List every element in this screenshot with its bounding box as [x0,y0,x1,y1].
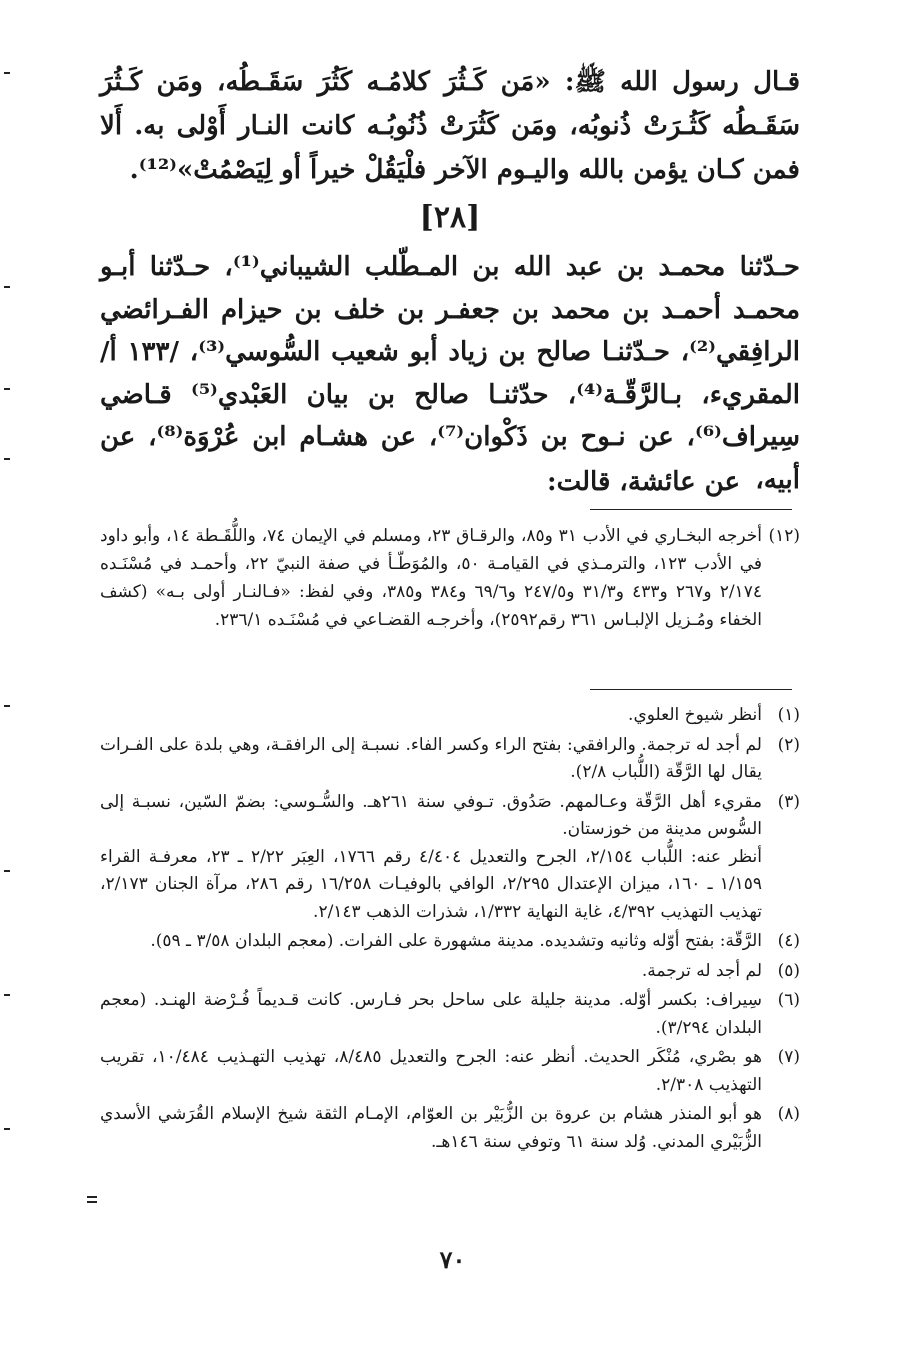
footnote-text [100,928,762,956]
footnote-text [100,1101,762,1156]
hadith-number: [٢٨] [419,200,481,235]
footnote-number: (١) [777,705,800,725]
footnote-item-4 [100,928,800,956]
narrator-line: عن عائشة، قالت: [546,467,740,497]
footnote-item-8 [100,1101,800,1156]
footnote-item-5 [100,958,800,986]
footnote-paragraph: الرَّقّة: بفتح أوّله وثانيه وتشديده. مدينة مشهورة على الفرات. (معجم البلدان ٣/٥٨ ـ ٥٩). [150,931,762,951]
footnote-paragraph: هو بصْري، مُنْكَر الحديث. أنظر عنه: الجرح والتعديل ٨/٤٨٥، تهذيب التهـذيب ١٠/٤٨٤، تقريب التهذيب ٢/٣٠٨. [100,1047,763,1095]
footnote-number: (٣) [777,791,800,812]
footnote-paragraph: سِيراف: بكسر أوّله. مدينة جليلة على ساحل بحر فـارس. كانت قـديماً فُـرْضة الهنـد. (معجم البلدان ٣/٢٩٤). [100,990,762,1038]
footnote-item-6 [100,987,800,1042]
scan-mark [4,388,10,390]
footnote-item-3 [100,789,800,927]
scan-mark [4,458,10,460]
footnote-divider-bottom [590,689,792,690]
footnote-paragraph: أنظر شيوخ العلوي. [628,705,762,725]
scan-mark [4,870,10,872]
footnote-text [100,789,762,927]
footnote-paragraph: أنظر عنه: اللُّباب ٢/١٥٤، الجرح والتعديل ٤/٤٠٤ رقم ١٧٦٦، العِبَر ٢/٢٢ ـ ٢٣، معرفـة القراء ١/١٥٩ ـ ١٦٠، ميزان الإعتدال ٢/٢٩٥، الوافي بالوفيـات ١٦/٢٥٨ رقم ٢٨٦، مرآة الجنان ٢/١٧٣، تهذيب التهذيب ٤/٣٩٢، غاية النهاية ١/٣٣٢، شذرات الذهب ٢/١٤٣. [100,846,763,922]
footnote-number: (١٢) [768,526,800,546]
footnote-item [100,522,800,634]
footnote-paragraph: أخرجه البخـاري في الأدب ٣١ و٨٥، والرقـاق ٢٣، ومسلم في الإيمان ٧٤، واللُّقَـطة ١٤، وأبو داود في الأدب ١٢٣، والترمـذي في القيامـة ٥٠، والمُوَطّـأ في صفة النبيّ ٢٢، وأحمـد في مُسْنَـده ٢/١٧٤ و٢٦٧ و٤٣٣ و٣١/٣ و٢٤٧/٥ و٦٩/٦ و٣٨٤ و٣٨٥، وفي لفظ: «فـالنـار أولى بـه» (كشف الخفاء ومُـزيل الإلبـاس ٣٦١ رقم٢٥٩٢)، وأخرجـه القضـاعي في مُسْنَـده ٢٣٦/١. [100,526,762,630]
page-number: ٧٠ [439,1245,466,1274]
footnote-text [100,1044,762,1099]
scan-mark [4,286,10,288]
footnote-number: (٤) [777,931,800,951]
footnote-text [100,958,762,986]
scan-mark [4,994,10,996]
scan-mark [87,1201,97,1203]
footnote-paragraph: لم أجد له ترجمة. [641,960,762,981]
footnote-item-2 [100,732,800,787]
footnote-paragraph: لم أجد له ترجمة. والرافقي: بفتح الراء وكسر الفاء. نسبـة إلى الرافقـة، وهي بلدة على الفـرات يقال لها الرَّقّة (اللُّباب ٢/٨). [100,734,762,782]
footnote-item-1 [100,702,800,730]
footnote-number: (٦) [777,990,800,1010]
footnote-number: (٨) [777,1104,800,1124]
footnote-12 [100,522,800,634]
scan-mark [87,1196,97,1198]
footnote-number: (٧) [777,1047,800,1067]
footnote-item-7 [100,1044,800,1099]
footnote-divider-top [590,509,792,510]
isnad-text: حـدّثنا محمـد بن عبد الله بن المـطّلب الشيباني⁽¹⁾، حـدّثنا أبـو محمـد أحمـد بن محمد بن جعفـر بن خلف بن حيزام الفـرائضي الرافِقي⁽²⁾، حـدّثنـا صالح بن زياد أبو شعيب السُّوسي⁽³⁾، /١٣٣ أ/ المقريء، بـالرَّقّـة⁽⁴⁾، حدّثنـا صالح بن بيان العَبْدي⁽⁵⁾ قـاضي سِيراف⁽⁶⁾، عن نـوح بن ذَكْوان⁽⁷⁾، عن هشـام ابن عُرْوَة⁽⁸⁾، عن أبيه، [100,252,801,495]
isnad-footnotes [100,702,800,1156]
footnote-number: (٢) [777,734,800,755]
scan-mark [4,72,10,74]
footnote-text [100,702,762,730]
footnote-paragraph: مقريء أهل الرَّقّة وعـالمهم. صَدُوق. تـوفي سنة ٢٦١هـ. والسُّـوسي: بضمّ السّين، نسبـة إلى السُّوس مدينة من خوزستان. [100,791,762,839]
scan-mark [4,705,10,707]
footnote-number: (٥) [777,960,800,981]
hadith-text [100,60,800,192]
footnote-paragraph: هو أبو المنذر هشام بن عروة بن الزُّبَيْر بن العوّام، الإمـام الثقة شيخ الإسلام القُرَشي الأسدي الزُّبَيْري المدني. وُلد سنة ٦١ وتوفي سنة ١٤٦هـ. [100,1104,762,1152]
scan-mark [4,1128,10,1130]
footnote-text [100,522,762,634]
footnote-text [100,732,762,787]
footnote-text [100,987,762,1042]
hadith-matn: قـال رسول الله ﷺ: «مَن كَـثُرَ كلامُـه كَثُرَ سَقَـطُه، ومَن كَـثُرَ سَقَـطُه كَثُـرَتْ ذُنوبُه، ومَن كَثُرَتْ ذُنُوبُـه كانت النـار أَوْلى به. أَلا فمن كـان يؤمن بالله واليـوم الآخر فلْيَقُلْ خيراً أو لِيَصْمُتْ»⁽¹²⁾. [100,67,800,185]
